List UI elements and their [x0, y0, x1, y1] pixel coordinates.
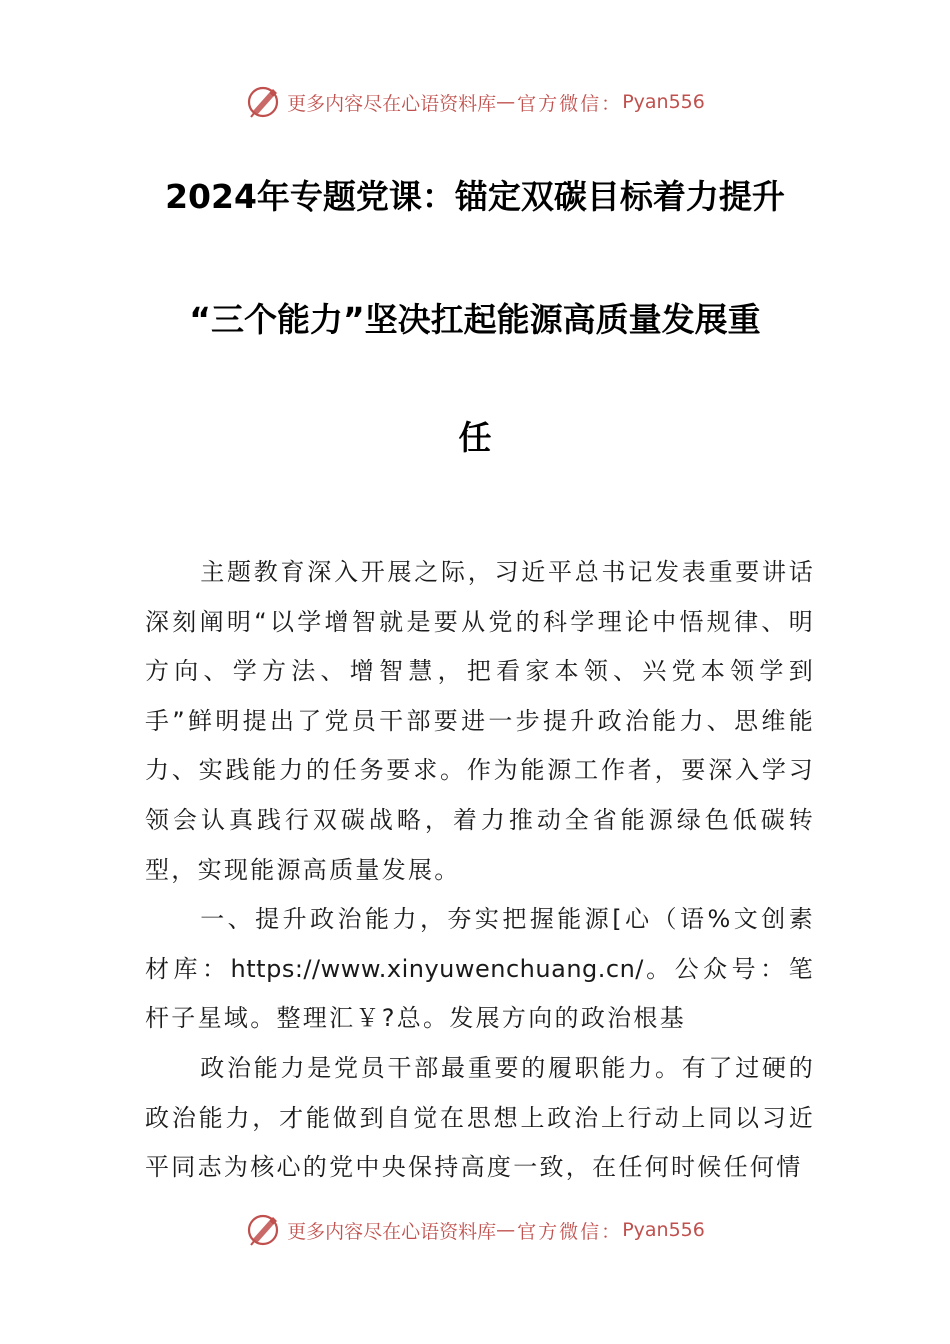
paragraph-political-ability: 政治能力是党员干部最重要的履职能力。有了过硬的政治能力，才能做到自觉在思想上政治上行动上同以习近平同志为核心的党中央保持高度一致，在任何时候任何情: [145, 1053, 815, 1182]
header-banner: [0, 82, 950, 122]
footer-banner: [0, 1210, 950, 1250]
section-heading-text-after: 。公众号：笔杆子星域。整理汇￥?总。发展方向的政治根基: [145, 954, 815, 1033]
banner-wechat-id: Pyan556: [622, 91, 705, 113]
banner-wechat-label: 官方微信：: [517, 92, 623, 115]
banner-wechat-id: Pyan556: [622, 1219, 705, 1241]
source-url-text: https://www.xinyuwenchuang.cn/: [230, 954, 644, 983]
banner-separator: —: [496, 91, 518, 113]
document-body: [145, 548, 815, 1193]
paragraph-intro: 主题教育深入开展之际，习近平总书记发表重要讲话深刻阐明“以学增智就是要从党的科学理论中悟规律、明方向、学方法、增智慧，把看家本领、兴党本领学到手”鲜明提出了党员干部要进一步提升政治能力、思维能力、实践能力的任务要求。作为能源工作者，要深入学习领会认真践行双碳战略，着力推动全省能源绿色低碳转型，实现能源高质量发展。: [145, 558, 815, 884]
title-line-3: 任: [458, 418, 492, 457]
title-line-1: 2024年专题党课：锚定双碳目标着力提升: [165, 177, 785, 216]
title-line-2: “三个能力”坚决扛起能源高质量发展重: [189, 300, 761, 339]
paragraph-section-one-heading: [145, 895, 815, 1044]
banner-wechat-label: 官方微信：: [517, 1220, 623, 1243]
pen-logo-icon: [245, 84, 281, 120]
banner-separator: —: [496, 1219, 518, 1241]
pen-logo-icon: [245, 1212, 281, 1248]
banner-main-text: 更多内容尽在心语资料库: [287, 1220, 497, 1243]
section-heading-text: 一、提升政治能力，夯实把握能源[心（语%文创素材库：: [145, 905, 815, 983]
banner-main-text: 更多内容尽在心语资料库: [287, 92, 497, 115]
